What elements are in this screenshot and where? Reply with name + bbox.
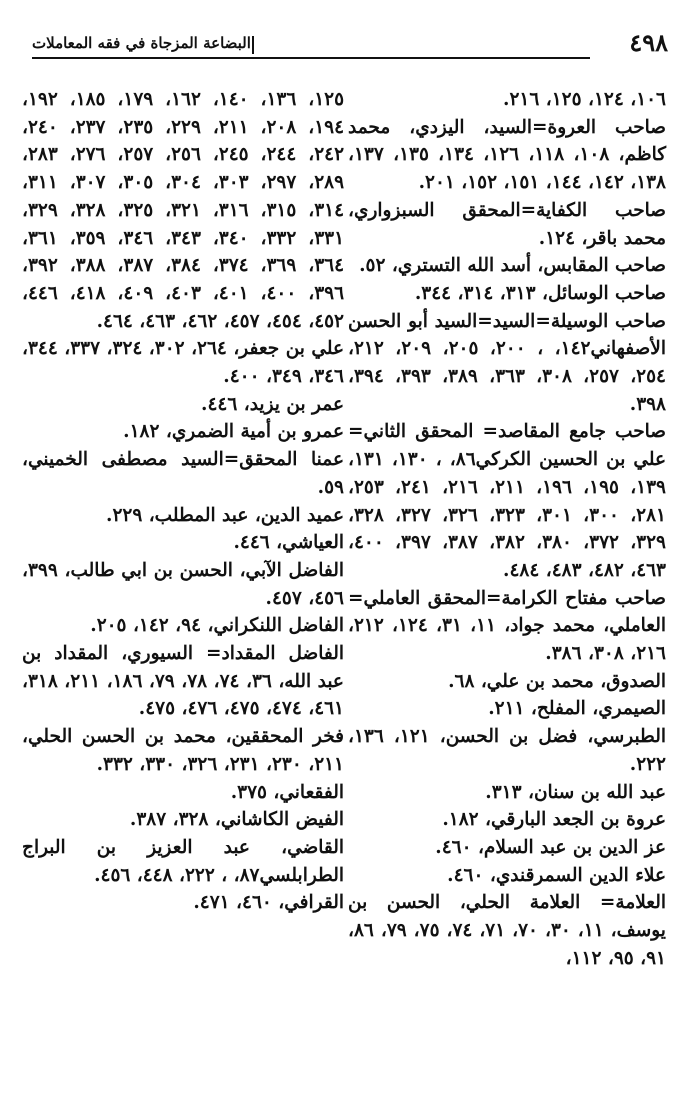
index-entry: ١٠٦، ١٢٤، ١٢٥، ٢١٦.: [503, 89, 666, 110]
index-entry: الفقعاني، ٣٧٥.: [230, 781, 344, 803]
index-entry: عمرو بن أمية الضمري، ١٨٢.: [123, 421, 344, 443]
book-title: البضاعة المزجاة في فقه المعاملات: [32, 34, 251, 52]
index-entry: القرافي، ٤٦٠، ٤٧١.: [193, 892, 344, 914]
index-entry: عميد الدين، عبد المطلب، ٢٢٩.: [106, 504, 344, 526]
index-entry: عز الدين بن عبد السلام، ٤٦٠.: [435, 836, 666, 858]
index-entry: علي بن جعفر، ٢٦٤، ٣٠٢، ٣٢٤، ٣٣٧، ٣٤٤، ٣٤٦، ٣٤٩، ٤٠٠.: [22, 338, 344, 388]
index-entry: العلامة= العلامة الحلي، الحسن بن يوسف، ١١، ٣٠، ٧٠، ٧١، ٧٤، ٧٥، ٧٩، ٨٦، ٩١، ٩٥، ١١٢،: [348, 892, 666, 969]
index-entry: القاضي، عبد العزيز بن البراج الطرابلسي٨٧، ، ٢٢٢، ٤٤٨، ٤٥٦.: [22, 836, 344, 886]
index-entry: صاحب العروة=السيد، اليزدي، محمد كاظم، ١٠٨، ١١٨، ١٢٦، ١٣٤، ١٣٥، ١٣٧، ١٣٨، ١٤٢، ١٤٤، ١٥١، ١٥٢، ٢٠١.: [348, 116, 667, 194]
index-entry: الطبرسي، فضل بن الحسن، ١٢١، ١٣٦، ٢٢٢.: [348, 726, 666, 775]
index-entry: عبد الله بن سنان، ٣١٣.: [485, 781, 666, 803]
index-entry: عمر بن يزيد، ٤٤٦.: [201, 393, 344, 415]
index-entry: عروة بن الجعد البارقي، ١٨٢.: [442, 809, 666, 831]
index-entry: الفاضل المقداد= السيوري، المقداد بن عبد الله، ٣٦، ٧٤، ٧٨، ٧٩، ١٨٦، ٢١١، ٣١٨، ٤٦١، ٤٧٤، ٤٧٥، ٤٧٦، ٤٧٥.: [22, 643, 344, 720]
header-separator: [252, 36, 254, 54]
index-entry: صاحب الوسائل، ٣١٣، ٣١٤، ٣٤٤.: [414, 282, 666, 304]
index-entry: صاحب جامع المقاصد= المحقق الثاني= علي بن الحسين الكركي٨٦، ، ١٣٠، ١٣١، ١٣٩، ١٩٥، ١٩٦، ٢١١، ٢١٦، ٢٤١، ٢٥٣، ٢٨١، ٣٠٠، ٣٠١، ٣٢٣، ٣٢٦، ٣٢٧، ٣٢٨، ٣٢٩، ٣٧٢، ٣٨٠، ٣٨٢، ٣٨٧، ٣٩٧، ٤٠٠، ٤٦٣، ٤٨٢، ٤٨٣، ٤٨٤.: [348, 421, 667, 581]
index-entry: العياشي، ٤٤٦.: [233, 532, 344, 554]
index-entry: صاحب المقابس، أسد الله التستري، ٥٢.: [359, 255, 666, 277]
index-entry: الفيض الكاشاني، ٣٢٨، ٣٨٧.: [129, 809, 344, 831]
index-column-right: [348, 86, 666, 973]
index-entry: الفاضل اللنكراني، ٩٤، ١٤٢، ٢٠٥.: [90, 615, 344, 637]
page-number: ٤٩٨: [629, 28, 668, 57]
index-entry: فخر المحققين، محمد بن الحسن الحلي، ٢١١، ٢٣٠، ٢٣١، ٣٢٦، ٣٣٠، ٣٣٢.: [22, 726, 344, 775]
page-header: [32, 28, 668, 58]
index-entry: صاحب الكفاية=المحقق السبزواري، محمد باقر، ١٢٤.: [348, 199, 666, 249]
index-entry: ١٢٥، ١٣٦، ١٤٠، ١٦٢، ١٧٩، ١٨٥، ١٩٢، ١٩٤، ٢٠٨، ٢١١، ٢٢٩، ٢٣٥، ٢٣٧، ٢٤٠، ٢٤٢، ٢٤٤، ٢٤٥، ٢٥٦، ٢٥٧، ٢٧٦، ٢٨٣، ٢٨٩، ٢٩٧، ٣٠٣، ٣٠٤، ٣٠٥، ٣٠٧، ٣١١، ٣١٤، ٣١٥، ٣١٦، ٣٢١، ٣٢٥، ٣٢٨، ٣٢٩، ٣٣١، ٣٣٢، ٣٤٠، ٣٤٣، ٣٤٦، ٣٥٩، ٣٦١، ٣٦٤، ٣٦٩، ٣٧٤، ٣٨٤، ٣٨٧، ٣٨٨، ٣٩٢، ٣٩٦، ٤٠٠، ٤٠١، ٤٠٣، ٤٠٩، ٤١٨، ٤٤٦، ٤٥٢، ٤٥٤، ٤٥٧، ٤٦٢، ٤٦٣، ٤٦٤.: [22, 89, 345, 332]
index-entry: صاحب الوسيلة=السيد=السيد أبو الحسن الأصفهاني١٤٢، ، ٢٠٠، ٢٠٥، ٢٠٩، ٢١٢، ٢٥٤، ٢٥٧، ٣٠٨، ٣٦٣، ٣٨٩، ٣٩٣، ٣٩٤، ٣٩٨.: [348, 310, 666, 415]
index-entry: عمنا المحقق=السيد مصطفى الخميني، ٥٩.: [22, 449, 344, 498]
index-entry: الفاضل الآبي، الحسن بن ابي طالب، ٣٩٩، ٤٥٦، ٤٥٧.: [22, 559, 344, 609]
index-entry: صاحب مفتاح الكرامة=المحقق العاملي= العاملي، محمد جواد، ١١، ٣١، ١٢٤، ٢١٢، ٢١٦، ٣٠٨، ٣٨٦.: [348, 587, 666, 665]
index-entry: الصدوق، محمد بن علي، ٦٨.: [448, 670, 666, 692]
header-rule: [32, 57, 590, 59]
index-entry: الصيمري، المفلح، ٢١١.: [488, 698, 666, 720]
index-entry: علاء الدين السمرقندي، ٤٦٠.: [447, 864, 666, 886]
index-column-left: [22, 86, 344, 917]
